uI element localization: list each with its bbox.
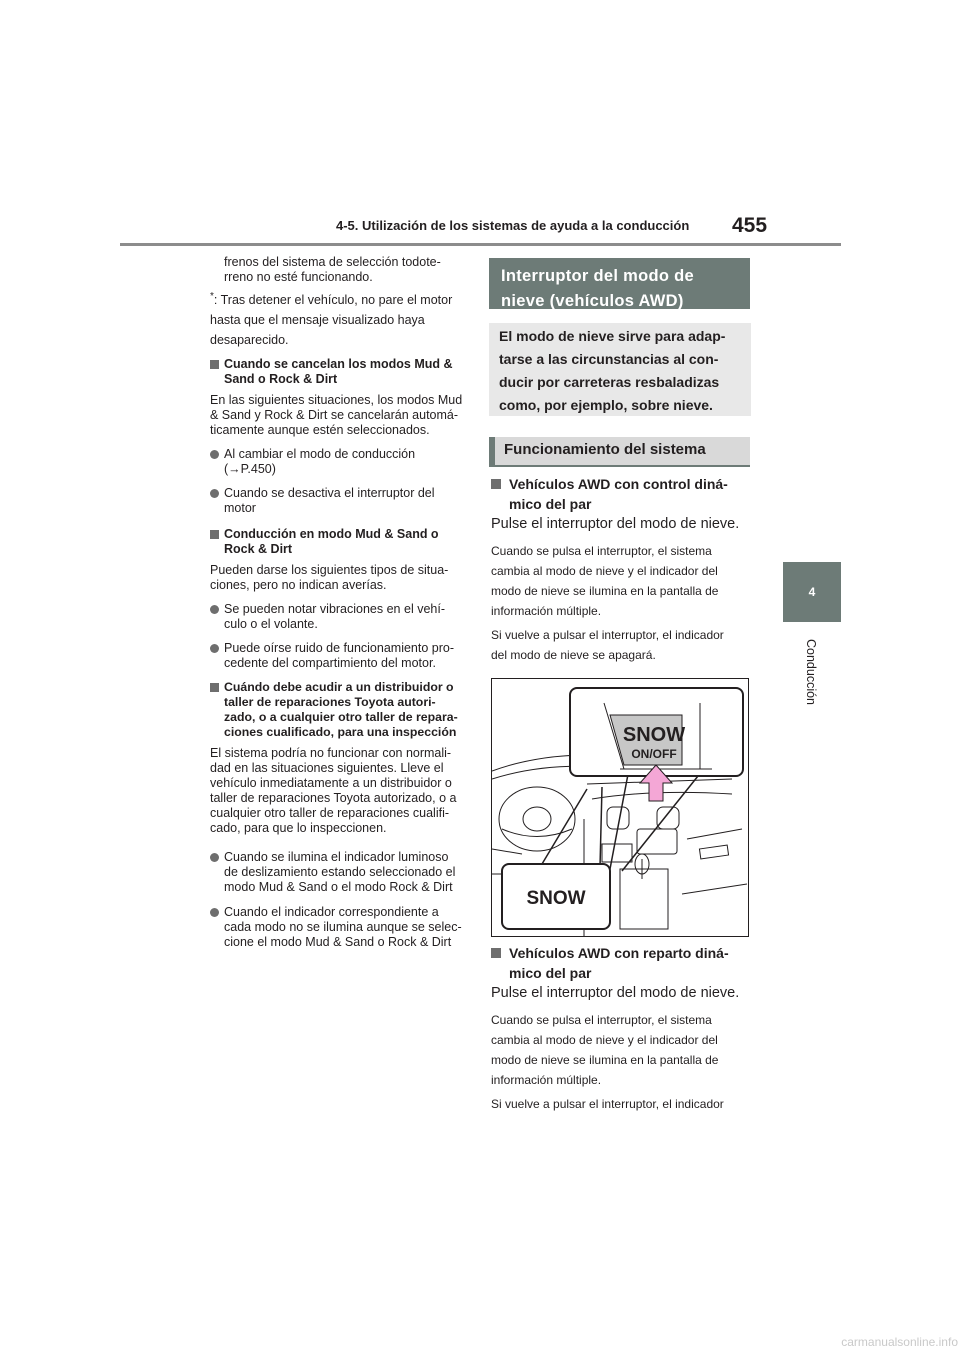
watermark: carmanualsonline.info <box>841 1335 958 1349</box>
round-bullet-icon <box>210 644 219 653</box>
instruction-text: Pulse el interruptor del modo de nieve. <box>491 516 740 532</box>
paragraph-inspection: El sistema podría no funcionar con normali- dad en las situaciones siguientes. Lleve el vehículo inmediatamente a un distribuidor o taller de reparaciones Toyota autorizado, o a cualquier otro taller de reparaciones cualifi- cado, para que lo inspeccionen. <box>210 746 457 835</box>
round-bullet-icon <box>210 605 219 614</box>
instruction-text: Pulse el interruptor del modo de nieve. <box>491 985 740 1001</box>
snow-indicator-label: SNOW <box>526 888 586 909</box>
round-bullet-icon <box>210 853 219 862</box>
subheading-dynamic-torque-control: Vehículos AWD con control diná- mico del par <box>491 474 751 514</box>
list-item: Cuando se desactiva el interruptor del motor <box>210 486 470 516</box>
intro-box: El modo de nieve sirve para adap- tarse a las circunstancias al con- ducir por carreteras resbaladizas como, por ejemplo, sobre nieve. <box>489 323 751 416</box>
subheading-dynamic-torque-vectoring: Vehículos AWD con reparto diná- mico del par <box>491 943 751 983</box>
onoff-button-label: ON/OFF <box>631 747 677 761</box>
square-bullet-icon <box>210 530 219 539</box>
round-bullet-icon <box>210 450 219 459</box>
footnote <box>210 290 480 350</box>
subheading-cancel: Cuando se cancelan los modos Mud & Sand o Rock & Dirt <box>210 357 472 387</box>
dashboard-drawing <box>492 679 748 936</box>
section-title: 4-5. Utilización de los sistemas de ayuda a la conducción <box>336 218 690 233</box>
paragraph: Si vuelve a pulsar el interruptor, el indicador <box>491 1097 724 1111</box>
square-bullet-icon <box>491 948 501 958</box>
chapter-label: Conducción <box>804 638 818 706</box>
paragraph-cancel: En las siguientes situaciones, los modos Mud & Sand y Rock & Dirt se cancelarán automá- ticamente aunque estén seleccionados. <box>210 393 463 437</box>
paragraph: Cuando se pulsa el interruptor, el sistema cambia al modo de nieve y el indicador del modo de nieve se ilumina en la pantalla de información múltiple. <box>491 1013 719 1087</box>
paragraph-mud-sand: Pueden darse los siguientes tipos de situa- ciones, pero no indican averías. <box>210 563 449 592</box>
list-item: Al cambiar el modo de conducción (→P.450) <box>210 447 470 477</box>
subsection-heading: Funcionamiento del sistema <box>489 437 750 467</box>
subheading-mud-sand: Conducción en modo Mud & Sand o Rock & Dirt <box>210 527 472 557</box>
snow-switch-illustration <box>491 678 749 937</box>
section-heading-snow: Interruptor del modo de nieve (vehículos AWD) <box>489 258 750 309</box>
square-bullet-icon <box>210 360 219 369</box>
round-bullet-icon <box>210 489 219 498</box>
paragraph: Si vuelve a pulsar el interruptor, el indicador del modo de nieve se apagará. <box>491 628 724 662</box>
list-item: Se pueden notar vibraciones en el vehí- culo o el volante. <box>210 602 470 632</box>
footnote-text: : Tras detener el vehículo, no pare el motor hasta que el mensaje visualizado haya desaparecido. <box>210 293 453 347</box>
continued-text: frenos del sistema de selección todote- rreno no esté funcionando. <box>224 255 441 284</box>
square-bullet-icon <box>491 479 501 489</box>
round-bullet-icon <box>210 908 219 917</box>
list-item: Cuando el indicador correspondiente a cada modo no se ilumina aunque se selec- cione el modo Mud & Sand o Rock & Dirt <box>210 905 470 950</box>
square-bullet-icon <box>210 683 219 692</box>
list-item: Cuando se ilumina el indicador luminoso de deslizamiento estando seleccionado el modo Mud & Sand o el modo Rock & Dirt <box>210 850 470 895</box>
header-rule <box>120 243 841 246</box>
paragraph: Cuando se pulsa el interruptor, el sistema cambia al modo de nieve y el indicador del modo de nieve se ilumina en la pantalla de información múltiple. <box>491 544 719 618</box>
list-item: Puede oírse ruido de funcionamiento pro- cedente del compartimiento del motor. <box>210 641 470 671</box>
chapter-tab <box>783 562 841 622</box>
footnote-marker: * <box>210 290 214 302</box>
chapter-number: 4 <box>808 585 816 599</box>
page-number: 455 <box>732 214 768 237</box>
snow-button-label: SNOW <box>622 724 686 746</box>
heading-accent-bar <box>489 437 495 465</box>
subheading-inspection: Cuándo debe acudir a un distribuidor o taller de reparaciones Toyota autori- zado, o a cualquier otro taller de repara- ciones cualificado, para una inspección <box>210 680 472 740</box>
